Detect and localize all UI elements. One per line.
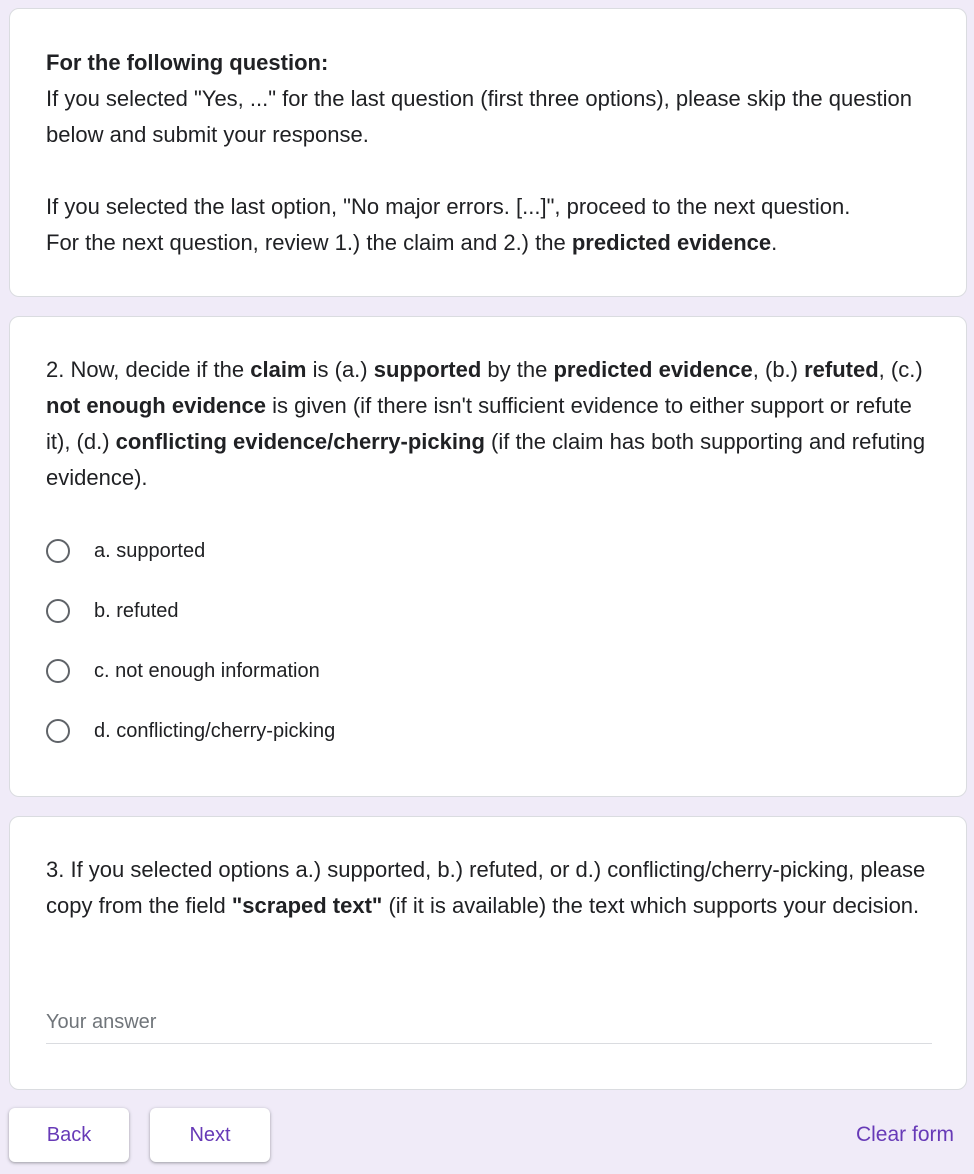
instructions-line-2: If you selected the last option, "No major errors. [...]", proceed to the next question. — [46, 194, 851, 219]
question-3-title: 3. If you selected options a.) supported, b.) refuted, or d.) conflicting/cherry-picking, please copy from the field "scraped text" (if it is available) the text which supports your decision. — [46, 857, 926, 918]
radio-button[interactable] — [46, 599, 70, 623]
radio-button[interactable] — [46, 719, 70, 743]
instructions-heading: For the following question: — [46, 50, 329, 75]
option-conflicting[interactable] — [46, 713, 335, 749]
instructions-text — [46, 45, 932, 261]
instructions-card — [9, 8, 967, 297]
question-3-card — [9, 816, 967, 1090]
option-refuted[interactable] — [46, 593, 179, 629]
instructions-line-3: For the next question, review 1.) the claim and 2.) the predicted evidence. — [46, 230, 778, 255]
option-not-enough-information[interactable] — [46, 653, 320, 689]
option-supported[interactable] — [46, 533, 205, 569]
question-2-card — [9, 316, 967, 797]
option-label: a. supported — [94, 539, 206, 562]
answer-input[interactable]: Your answer — [46, 1005, 932, 1044]
next-button[interactable]: Next — [150, 1108, 270, 1162]
clear-form-button[interactable]: Clear form — [855, 1123, 954, 1146]
option-label: c. not enough information — [94, 659, 320, 682]
back-button[interactable]: Back — [9, 1108, 129, 1162]
question-2-title: 2. Now, decide if the claim is (a.) supported by the predicted evidence, (b.) refuted, (c.) not enough evidence is given (if there isn't sufficient evidence to either support or refute it), (d.) conflicting evidence/cherry-picking (if the claim has both supporting and refuting evidence). — [46, 357, 926, 490]
radio-button[interactable] — [46, 659, 70, 683]
option-label: d. conflicting/cherry-picking — [94, 719, 336, 742]
radio-button[interactable] — [46, 539, 70, 563]
instructions-line-1: If you selected "Yes, ..." for the last question (first three options), please skip the question below and submit your response. — [46, 86, 912, 147]
option-label: b. refuted — [94, 599, 179, 622]
